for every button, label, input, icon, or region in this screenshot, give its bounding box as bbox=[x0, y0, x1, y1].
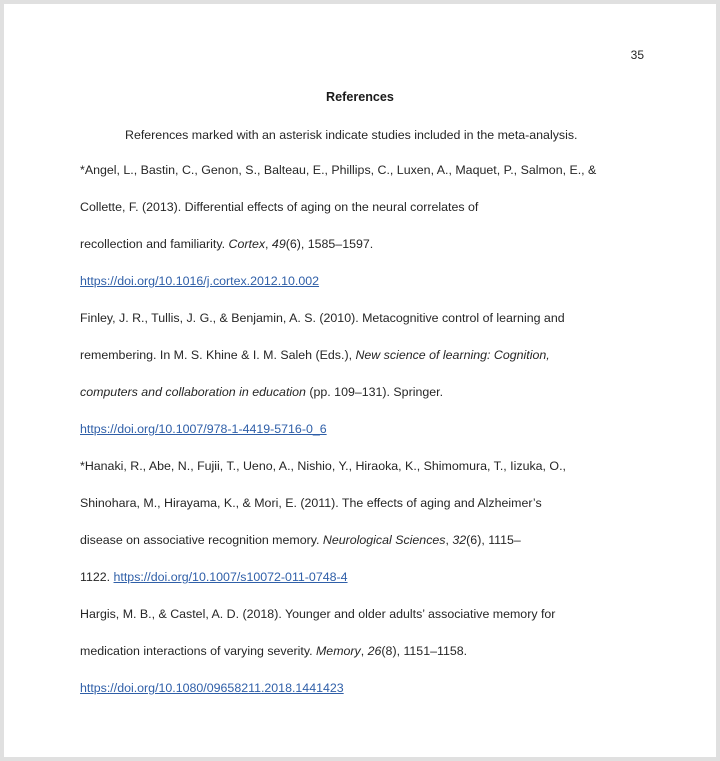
document-page bbox=[4, 4, 716, 757]
reference-entry-angel bbox=[80, 152, 646, 300]
reference-line bbox=[80, 374, 646, 411]
journal-volume: 49 bbox=[271, 237, 286, 251]
journal-title: Memory bbox=[315, 644, 361, 658]
reference-line: *Hanaki, R., Abe, N., Fujii, T., Ueno, A., Nishio, Y., Hiraoka, K., Shimomura, T., Iizuka, O., bbox=[80, 459, 566, 473]
reference-line: *Angel, L., Bastin, C., Genon, S., Balteau, E., Phillips, C., Luxen, A., Maquet, P., Salmon, E., & bbox=[80, 163, 597, 177]
journal-title: Cortex bbox=[228, 237, 266, 251]
reference-line bbox=[80, 522, 646, 559]
journal-volume: 32 bbox=[452, 533, 467, 547]
doi-link[interactable]: https://doi.org/10.1007/978-1-4419-5716-0_6 bbox=[80, 422, 327, 436]
reference-line: Collette, F. (2013). Differential effects of aging on the neural correlates of bbox=[80, 200, 479, 214]
reference-text: disease on associative recognition memory. bbox=[80, 533, 323, 547]
reference-line bbox=[80, 559, 646, 596]
references-heading: References bbox=[326, 90, 394, 104]
reference-text: recollection and familiarity. bbox=[80, 237, 229, 251]
reference-line bbox=[80, 263, 646, 300]
reference-text: (pp. 109–131). Springer. bbox=[305, 385, 444, 399]
reference-line: Finley, J. R., Tullis, J. G., & Benjamin, A. S. (2010). Metacognitive control of learning and bbox=[80, 311, 565, 325]
doi-link[interactable]: https://doi.org/10.1007/s10072-011-0748-4 bbox=[113, 570, 348, 584]
reference-text: , bbox=[445, 533, 453, 547]
reference-line bbox=[80, 633, 646, 670]
reference-line bbox=[80, 226, 646, 263]
reference-text: (8), 1151–1158. bbox=[381, 644, 468, 658]
reference-text: 1122. bbox=[80, 570, 114, 584]
reference-line bbox=[80, 411, 646, 448]
doi-link[interactable]: https://doi.org/10.1080/09658211.2018.1441423 bbox=[80, 681, 344, 695]
reference-entry-hargis bbox=[80, 596, 646, 707]
reference-entry-hanaki bbox=[80, 448, 646, 596]
reference-text: remembering. In M. S. Khine & I. M. Saleh (Eds.), bbox=[80, 348, 356, 362]
book-title: computers and collaboration in education bbox=[80, 385, 306, 399]
reference-text: (6), 1115– bbox=[466, 533, 521, 547]
journal-title: Neurological Sciences bbox=[322, 533, 446, 547]
reference-entry-finley bbox=[80, 300, 646, 448]
reference-line: Hargis, M. B., & Castel, A. D. (2018). Younger and older adults’ associative memory for bbox=[80, 607, 556, 621]
book-title: New science of learning: Cognition, bbox=[355, 348, 550, 362]
references-intro: References marked with an asterisk indicate studies included in the meta-analysis. bbox=[125, 128, 578, 142]
reference-line bbox=[80, 337, 646, 374]
reference-text: , bbox=[265, 237, 272, 251]
reference-text: medication interactions of varying severity. bbox=[80, 644, 316, 658]
reference-line: Shinohara, M., Hirayama, K., & Mori, E. (2011). The effects of aging and Alzheimer’s bbox=[80, 496, 542, 510]
doi-link[interactable]: https://doi.org/10.1016/j.cortex.2012.10.002 bbox=[80, 274, 320, 288]
page-number: 35 bbox=[630, 48, 644, 62]
journal-volume: 26 bbox=[367, 644, 382, 658]
reference-text: , bbox=[360, 644, 368, 658]
reference-list bbox=[80, 152, 646, 707]
reference-line bbox=[80, 670, 646, 707]
reference-text: (6), 1585–1597. bbox=[285, 237, 374, 251]
